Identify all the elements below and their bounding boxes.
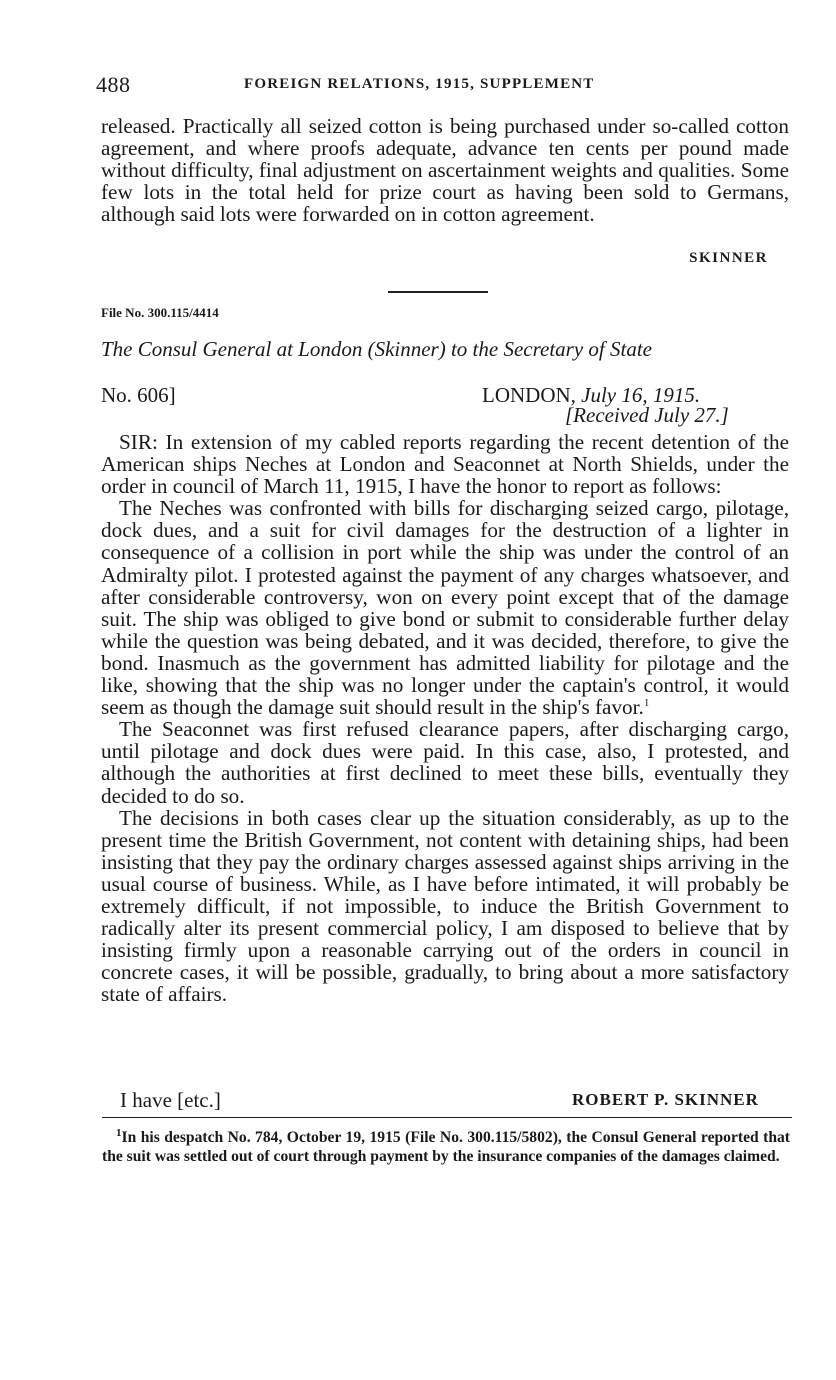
dateline-place: LONDON, (482, 383, 576, 407)
paragraph-4: The decisions in both cases clear up the situation considerably, as up to the present time the British Government, not content with detaining ships, had been insisting that they pay the ordinary charges assessed against ships arriving in the usual course of business. While, as I have before intimated, it will probably be extremely difficult, if not impossible, to induce the British Government to radically alter its present commercial policy, I am disposed to believe that by insisting firmly upon a reasonable carrying out of the orders in council in concrete cases, it will be possible, gradually, to bring about a more satisfactory state of affairs. (101, 805, 789, 1007)
footnote-text: In his despatch No. 784, October 19, 1915 (File No. 300.115/5802), the Consul General reported that the suit was settled out of court through payment by the insurance companies of the damages claimed. (102, 1129, 790, 1165)
page-header (96, 72, 790, 102)
paragraph-1-text: In extension of my cabled reports regarding the recent detention of the American ships Neches at London and Seaconnet at North Shields, under the order in council of March 11, 1915, I have the honor to report as follows: (101, 430, 789, 499)
received-date (565, 403, 729, 428)
paragraph-2-text: The Neches was confronted with bills for discharging seized cargo, pilotage, dock dues, and a suit for civil damages for the destruction of a lighter in consequence of a collision in port while the ship was under the control of an Admiralty pilot. I protested against the payment of any charges whatsoever, and after considerable controversy, won on every point except that of the damage suit. The ship was obliged to give bond or submit to considerable further delay while the question was being debated, and it was decided, therefore, to give the bond. Inasmuch as the government has admitted liability for pilotage and the like, showing that the ship was no longer under the captain's control, it would seem as though the damage suit should result in the ship's favor. (101, 496, 789, 720)
footnote-divider (102, 1117, 792, 1118)
footnote (102, 1128, 790, 1166)
despatch-number: No. 606] (101, 383, 176, 407)
paragraph-3: The Seaconnet was first refused clearance papers, after discharging cargo, until pilotage and dock dues were paid. In this case, also, I protested, and although the authorities at first declined to meet these bills, eventually they decided to do so. (101, 717, 789, 808)
paragraph-1 (101, 431, 789, 497)
footnote-paragraph (102, 1128, 790, 1166)
dateline-date: July 16, 1915. (581, 383, 701, 407)
received-text: [Received July 27.] (565, 403, 729, 427)
paragraph-2 (101, 497, 789, 718)
file-number: File No. 300.115/4414 (101, 305, 219, 320)
section-divider (388, 291, 488, 293)
previous-document-text (101, 115, 789, 225)
previous-signature: SKINNER (689, 250, 768, 266)
footnote-reference: 1 (643, 697, 650, 710)
running-head: FOREIGN RELATIONS, 1915, SUPPLEMENT (244, 76, 595, 92)
document-title: The Consul General at London (Skinner) to the Secretary of State (101, 337, 652, 361)
letter-body (101, 431, 789, 1005)
closing-line: I have [etc.] (120, 1088, 221, 1112)
page-number: 488 (96, 72, 131, 97)
letter-signature: ROBERT P. SKINNER (572, 1090, 759, 1109)
salutation: SIR: (119, 430, 158, 454)
footnote-marker: 1 (116, 1126, 122, 1139)
previous-paragraph: released. Practically all seized cotton is being purchased under so-called cotton agreement, and where proofs adequate, advance ten cents per pound made without difficulty, final adjustment on ascertainment weights and qualities. Some few lots in the total held for prize court as having been sold to Germans, although said lots were forwarded on in cotton agreement. (101, 114, 789, 227)
